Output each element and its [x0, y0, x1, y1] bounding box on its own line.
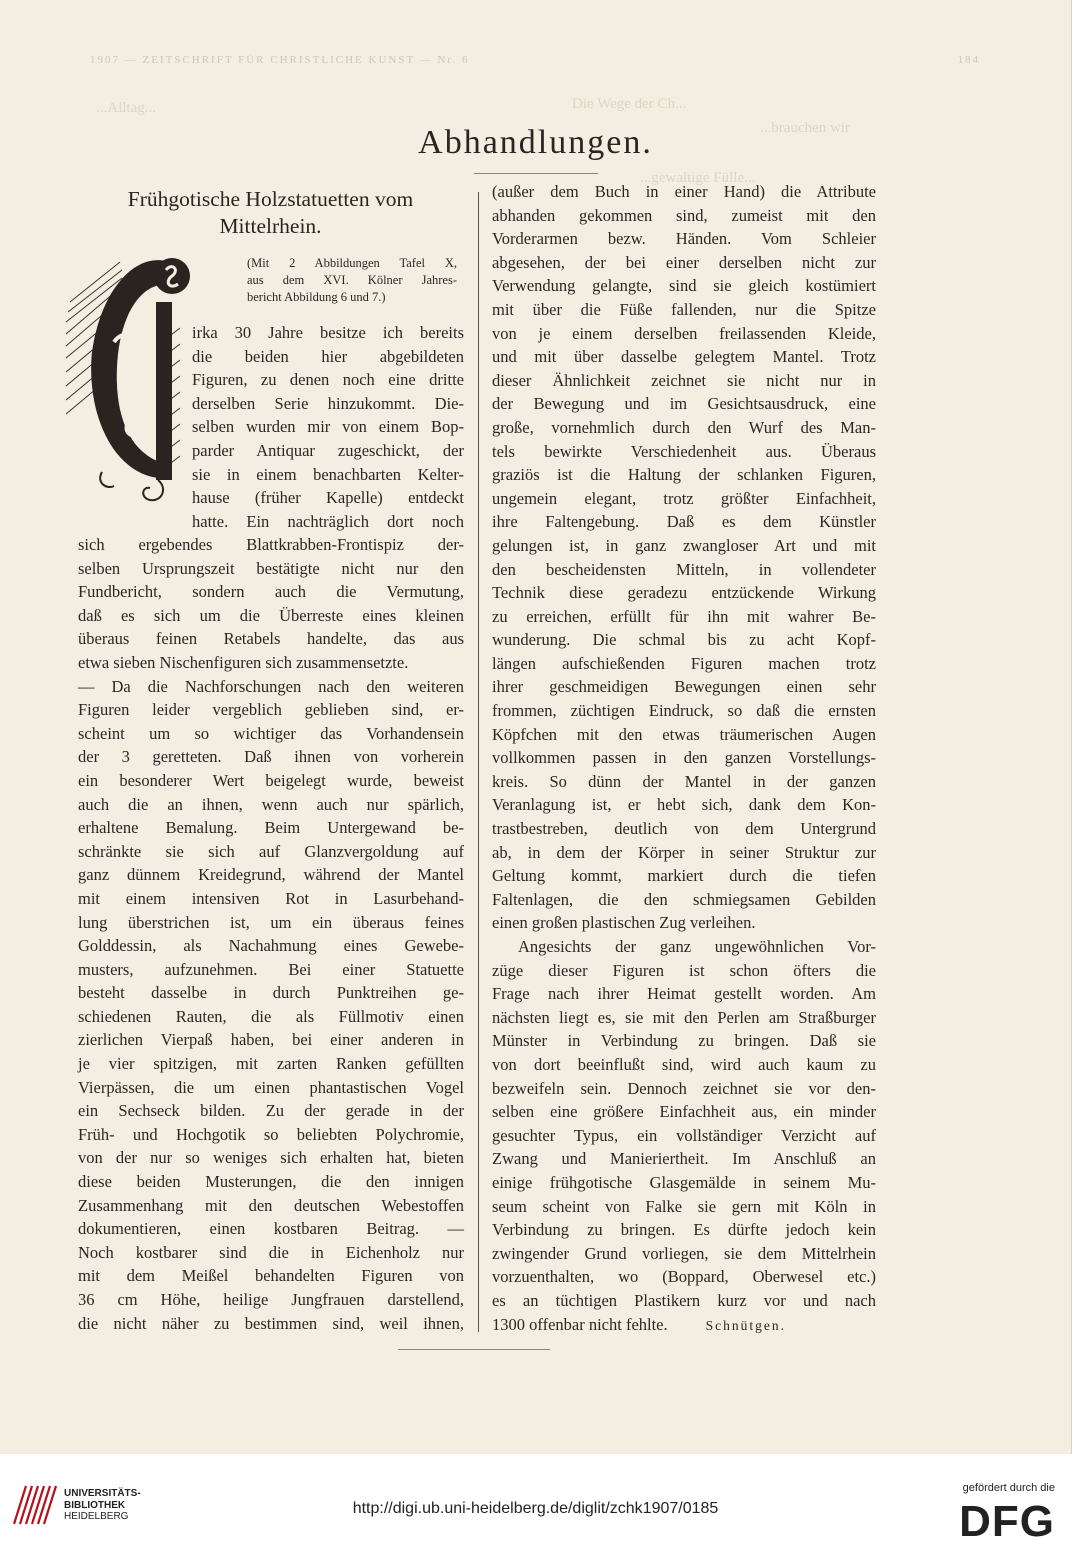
text-line: diese beiden Musterungen, die den innigen [78, 1172, 464, 1192]
text-line: besteht dasselbe in durch Punktreihen ge- [78, 983, 464, 1003]
text-line: vorzuenthalten, wo (Boppard, Oberwesel etc.) [492, 1267, 876, 1287]
text-line: und mit über dasselbe gelegtem Mantel. Trotz [492, 347, 876, 367]
text-line: scheint um so wichtiger das Vorhandensein [78, 723, 464, 743]
text-line: ihre Faltengebung. Daß es dem Künstler [492, 512, 876, 532]
text-line: große, vornehmlich durch den Wurf des Man- [492, 417, 876, 437]
text-line: Früh- und Hochgotik so beliebten Polychromie, [78, 1124, 464, 1144]
text-line: abhanden gekommen sind, zumeist mit den [492, 205, 876, 225]
article-title-line1: Frühgotische Holzstatuetten vom [127, 187, 414, 211]
text-line: irka 30 Jahre besitze ich bereits [192, 323, 464, 342]
end-rule [398, 1349, 550, 1350]
text-line: etwa sieben Nischenfiguren sich zusammensetzte. [78, 652, 409, 672]
text-line: Angesichts der ganz ungewöhnlichen Vor- [518, 937, 876, 956]
text-line: wunderung. Die schmal bis zu acht Kopf- [492, 630, 876, 650]
text-line: die nicht näher zu bestimmen sind, weil ihnen, [78, 1313, 464, 1333]
article-title-line2: Mittelrhein. [219, 214, 322, 238]
text-line: gesuchter Typus, ein vollständiger Verzicht auf [492, 1125, 876, 1145]
footer-bar [0, 1454, 1071, 1549]
text-line: längen aufschießenden Figuren machen trotz [492, 653, 876, 673]
text-line: Noch kostbarer sind die in Eichenholz nur [78, 1242, 464, 1262]
text-line: züge dieser Figuren ist schon öfters die [492, 960, 876, 980]
left-column [78, 186, 463, 240]
text-line: sich ergebendes Blattkrabben-Frontispiz der- [78, 535, 464, 554]
funded-by-label: gefördert durch die [962, 1482, 1055, 1494]
text-line: auch die an ihnen, wenn auch nur spärlich, [78, 794, 464, 814]
bleed-through-text: ...Alltag... [96, 100, 156, 116]
text-line: gelungen ist, in ganz zwangloser Art und mit [492, 535, 876, 555]
text-line: der 3 geretteten. Daß ihnen von vorherein [78, 747, 464, 767]
text-line: kreis. So dünn der Mantel in der ganzen [492, 771, 876, 791]
bleed-through-text: ...gewaltige Fülle... [640, 170, 756, 186]
text-line: je vier spitzigen, mit zarten Ranken gefüllten [78, 1054, 464, 1074]
running-page-number: 184 [957, 54, 980, 66]
text-line: zierlichen Vierpaß haben, bei einer anderen in [78, 1030, 464, 1050]
text-line: Zusammenhang mit den deutschen Webestoffen [78, 1195, 464, 1215]
text-line: Zwang und Manieriertheit. Im Anschluß an [492, 1149, 876, 1169]
page-title: Abhandlungen. [418, 124, 653, 161]
text-line: nächsten liegt es, sie mit den Perlen am Straßburger [492, 1007, 876, 1027]
text-line: bezweifeln sein. Dennoch zeichnet sie vor den- [492, 1078, 876, 1098]
text-line: mit über die Füße fallenden, nur die Spitze [492, 299, 876, 319]
text-line: Technik diese geradezu entzückende Wirkung [492, 583, 876, 603]
text-line: hause (früher Kapelle) entdeckt [192, 488, 464, 508]
text-line: (außer dem Buch in einer Hand) die Attribute [492, 182, 876, 201]
title-rule [474, 173, 598, 174]
text-line: ein besonderer Wert beigelegt wurde, beweist [78, 770, 464, 790]
text-line: einen großen plastischen Zug verleihen. [492, 913, 756, 933]
text-line: derselben Serie hinzukommt. Die- [192, 393, 464, 413]
text-line: Verwendung gelangte, sind sie gleich kostümiert [492, 276, 876, 296]
text-line: Veranlagung ist, er hebt sich, dank dem Kon- [492, 795, 876, 815]
text-line: einige frühgotische Glasgemälde in seinem Mu- [492, 1172, 876, 1192]
reference-line: aus dem XVI. Kölner Jahres- [247, 273, 457, 287]
text-line: lung überstrichen ist, um ein überaus feines [78, 912, 464, 932]
text-line: Figuren, zu denen noch eine dritte [192, 370, 464, 390]
text-line: — Da die Nachforschungen nach den weiteren [78, 676, 464, 696]
library-name-line: UNIVERSITÄTS- [64, 1488, 141, 1499]
text-line: Vorderarmen bezw. Händen. Vom Schleier [492, 229, 876, 249]
text-line: Verbindung zu bringen. Es dürfte jedoch kein [492, 1220, 876, 1240]
permalink-url[interactable]: http://digi.ub.uni-heidelberg.de/diglit/zchk1907/0185 [352, 1500, 719, 1517]
text-line: Geltung kommt, markiert durch die tiefen [492, 866, 876, 886]
author-signature: Schnütgen. [705, 1317, 787, 1333]
text-line: graziös ist die Haltung der schlanken Figuren, [492, 465, 876, 485]
text-line: von der nur so weniges sich erhalten hat, bieten [78, 1148, 464, 1168]
text-line: Vierpässen, die um einen phantastischen Vogel [78, 1077, 464, 1097]
text-line: musters, aufzunehmen. Bei einer Statuette [78, 959, 464, 979]
text-line: trastbestreben, deutlich von dem Untergrund [492, 819, 876, 839]
final-line-text: 1300 offenbar nicht fehlte. [492, 1314, 668, 1334]
text-line: selben wurden mir von einem Bop- [192, 417, 464, 437]
text-line: Münster in Verbindung zu bringen. Daß sie [492, 1031, 876, 1051]
text-line: frommen, züchtigen Eindruck, so daß die ernsten [492, 701, 876, 721]
text-line: schränkte sie sich auf Glanzvergoldung auf [78, 841, 464, 861]
text-line: Faltenlagen, die den schmiegsamen Gebilden [492, 889, 876, 909]
text-line: parder Antiquar zugeschickt, der [192, 440, 464, 460]
bleed-through-text: ...brauchen wir [760, 120, 850, 136]
text-line: daß es sich um die Überreste eines kleinen [78, 605, 464, 625]
text-line: abgesehen, der bei einer derselben nicht zur [492, 252, 876, 272]
library-name-line: HEIDELBERG [64, 1511, 129, 1522]
text-line: ihrer geschmeidigen Bewegungen einen sehr [492, 677, 876, 697]
running-header-text: 1907 — ZEITSCHRIFT FÜR CHRISTLICHE KUNST — Nr. 6 [90, 54, 470, 66]
text-line: dieser Ähnlichkeit zeichnet sie nicht nur in [492, 370, 876, 390]
ornamental-initial-c-icon [62, 227, 190, 512]
reference-note [247, 255, 457, 306]
text-line: schiedenen Rauten, die als Füllmotiv einen [78, 1006, 464, 1026]
column-divider [478, 192, 479, 1332]
text-line: Köpfchen mit den etwas träumerischen Augen [492, 724, 876, 744]
text-line: erhaltene Bemalung. Beim Untergewand be- [78, 818, 464, 838]
reference-line: (Mit 2 Abbildungen Tafel X, [247, 256, 457, 270]
text-line: hatte. Ein nachträglich dort noch [192, 511, 464, 531]
text-line: mit dem Meißel behandelten Figuren von [78, 1266, 464, 1286]
final-line [492, 1313, 876, 1337]
text-line: mit einem intensiven Rot in Lasurbehand- [78, 888, 464, 908]
text-line: sie in einem benachbarten Kelter- [192, 464, 464, 484]
text-line: von je einem derselben freilassenden Kleide, [492, 323, 876, 343]
text-line: Figuren leider vergeblich geblieben sind, er- [78, 700, 464, 720]
text-line: selben eine größere Einfachheit aus, ein minder [492, 1102, 876, 1122]
text-line: zu erreichen, erfüllt für ihn mit wahrer Be- [492, 606, 876, 626]
text-line: dokumentieren, einen kostbaren Beitrag. — [78, 1219, 464, 1239]
running-header [90, 54, 980, 80]
text-line: selben Ursprungszeit bestätigte nicht nur den [78, 558, 464, 578]
text-line: ab, in dem der Körper in seiner Struktur zur [492, 842, 876, 862]
dropcap-letter: C [62, 227, 75, 246]
dropcap-paragraph [192, 321, 464, 533]
text-line: Fundbericht, sondern auch die Vermutung, [78, 582, 464, 602]
text-line: tels bewirkte Verschiedenheit aus. Überaus [492, 441, 876, 461]
text-line: 36 cm Höhe, heilige Jungfrauen darstellend, [78, 1290, 464, 1309]
text-line: der Bewegung und im Gesichtsausdruck, eine [492, 394, 876, 414]
text-line: ein Sechseck bilden. Zu der gerade in der [78, 1101, 464, 1121]
text-line: Frage nach ihrer Heimat gestellt worden. Am [492, 984, 876, 1004]
text-line: seum scheint von Falke sie gern mit Köln in [492, 1196, 876, 1216]
text-line: es an tüchtigen Plastikern kurz vor und nach [492, 1290, 876, 1310]
text-line: von dort beeinflußt sind, wird auch kaum zu [492, 1054, 876, 1074]
library-name-line: BIBLIOTHEK [64, 1499, 126, 1511]
right-column-body [492, 180, 876, 1336]
text-line: den bescheidensten Mitteln, in vollendeter [492, 559, 876, 579]
text-line: zwingender Grund vorliegen, sie dem Mittelrhein [492, 1243, 876, 1263]
left-column-body [78, 533, 464, 1335]
text-line: ganz dünnem Kreidegrund, während der Mantel [78, 865, 464, 885]
text-line: überaus feinen Retabels handelte, das aus [78, 629, 464, 649]
text-line: ungemein elegant, trotz größter Einfachheit, [492, 488, 876, 508]
text-line: die beiden hier abgebildeten [192, 346, 464, 366]
bleed-through-text: Die Wege der Ch... [572, 96, 687, 112]
dfg-logo: DFG [959, 1497, 1055, 1546]
reference-line: bericht Abbildung 6 und 7.) [247, 290, 386, 304]
text-line: vollkommen passen in den ganzen Vorstellungs- [492, 748, 876, 768]
text-line: Golddessin, als Nachahmung eines Gewebe- [78, 936, 464, 956]
